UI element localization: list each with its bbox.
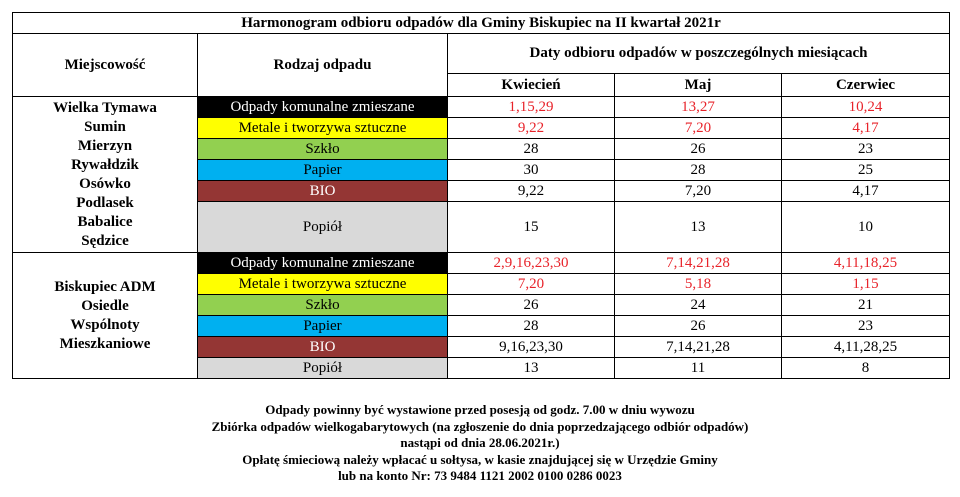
date-cell: 9,22 [448,181,615,202]
note-line: Zbiórka odpadów wielkogabarytowych (na zgłoszenie do dnia poprzedzającego odbiór odpadów) [211,418,749,434]
schedule-table [12,12,950,379]
place-name: Mieszkaniowe [59,335,151,352]
date-cell: 4,17 [782,181,950,202]
date-cell: 5,18 [615,274,782,295]
date-cell: 30 [448,160,615,181]
date-cell: 13 [448,358,615,379]
date-cell: 10,24 [782,97,950,118]
date-cell: 28 [448,316,615,337]
date-cell: 9,16,23,30 [448,337,615,358]
header-waste-type: Rodzaj odpadu [198,34,448,97]
date-cell: 9,22 [448,118,615,139]
header-place: Miejscowość [13,34,198,97]
date-cell: 28 [615,160,782,181]
note-line: Opłatę śmieciową należy wpłacać u sołtysa, w kasie znajdującej się w Urzędzie Gminy [242,451,718,467]
footer-notes [0,402,960,485]
date-cell: 26 [448,295,615,316]
waste-type-paper: Papier [198,316,448,337]
date-cell: 23 [782,139,950,160]
table-row [13,253,950,274]
note-line: nastąpi od dnia 28.06.2021r.) [400,435,560,450]
date-cell: 7,20 [448,274,615,295]
place-name: Sędzice [81,232,129,249]
date-cell: 7,14,21,28 [615,253,782,274]
waste-type-glass: Szkło [198,295,448,316]
date-cell: 24 [615,295,782,316]
waste-type-glass: Szkło [198,139,448,160]
group-places [13,97,198,253]
waste-type-bio: BIO [198,337,448,358]
note-line: Odpady powinny być wystawione przed posesją od godz. 7.00 w dniu wywozu [265,402,695,417]
date-cell: 15 [448,202,615,253]
place-name: Rywałdzik [71,156,139,173]
date-cell: 4,11,28,25 [782,337,950,358]
place-name: Biskupiec ADM [54,278,156,295]
table-row [13,97,950,118]
header-month-april: Kwiecień [448,74,615,97]
date-cell: 13 [615,202,782,253]
place-name: Wielka Tymawa [53,99,157,116]
table-title: Harmonogram odbioru odpadów dla Gminy Biskupiec na II kwartał 2021r [13,13,950,34]
date-cell: 1,15,29 [448,97,615,118]
place-name: Babalice [77,213,133,230]
place-name: Sumin [84,118,126,135]
waste-type-metal: Metale i tworzywa sztuczne [198,118,448,139]
date-cell: 4,17 [782,118,950,139]
date-cell: 13,27 [615,97,782,118]
waste-type-mixed: Odpady komunalne zmieszane [198,253,448,274]
waste-type-mixed: Odpady komunalne zmieszane [198,97,448,118]
header-month-may: Maj [615,74,782,97]
date-cell: 4,11,18,25 [782,253,950,274]
place-name: Osówko [79,175,131,192]
place-name: Wspólnoty [70,316,140,333]
date-cell: 28 [448,139,615,160]
date-cell: 7,20 [615,181,782,202]
waste-type-paper: Papier [198,160,448,181]
waste-type-ash: Popiół [198,358,448,379]
place-name: Osiedle [81,297,129,314]
place-name: Mierzyn [77,137,133,154]
date-cell: 7,20 [615,118,782,139]
note-line: lub na konto Nr: 73 9484 1121 2002 0100 0286 0023 [338,468,622,483]
date-cell: 7,14,21,28 [615,337,782,358]
group-places [13,253,198,379]
date-cell: 23 [782,316,950,337]
date-cell: 2,9,16,23,30 [448,253,615,274]
header-dates: Daty odbioru odpadów w poszczególnych miesiącach [448,34,950,74]
date-cell: 10 [782,202,950,253]
date-cell: 25 [782,160,950,181]
date-cell: 26 [615,316,782,337]
place-name: Podlasek [76,194,134,211]
header-month-june: Czerwiec [782,74,950,97]
date-cell: 21 [782,295,950,316]
date-cell: 26 [615,139,782,160]
waste-type-ash: Popiół [198,202,448,253]
date-cell: 11 [615,358,782,379]
waste-type-bio: BIO [198,181,448,202]
date-cell: 1,15 [782,274,950,295]
date-cell: 8 [782,358,950,379]
waste-type-metal: Metale i tworzywa sztuczne [198,274,448,295]
